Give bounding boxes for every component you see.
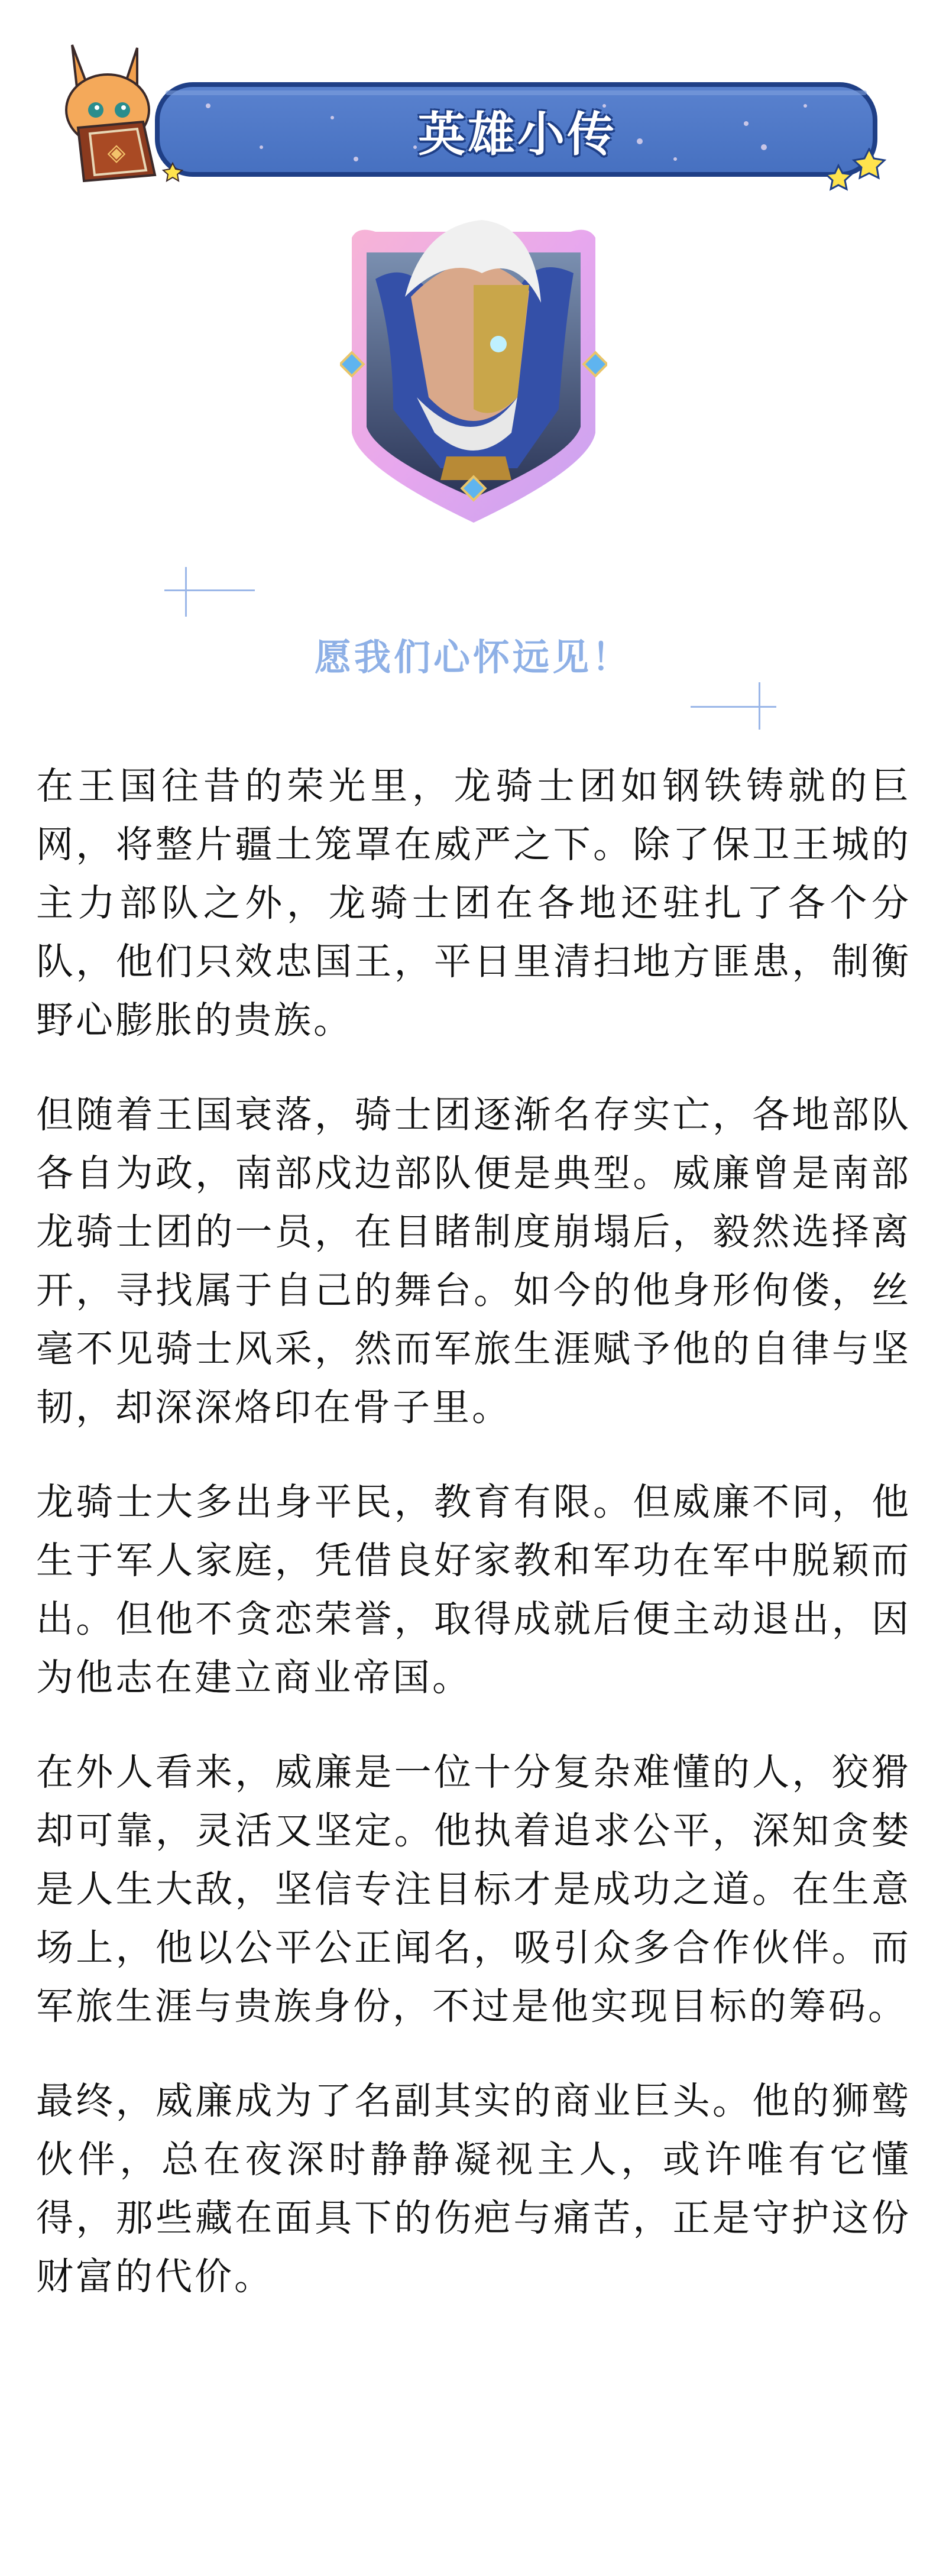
hero-portrait <box>340 220 607 524</box>
hero-story <box>36 757 911 2342</box>
page-title: 英雄小传 <box>418 106 617 162</box>
tagline: 愿我们心怀远见！ <box>314 636 631 679</box>
story-paragraph: 最终，威廉成为了名副其实的商业巨头。他的狮鹫伙伴，总在夜深时静静凝视主人，或许唯有它懂得，那些藏在面具下的伤疤与痛苦，正是守护这份财富的代价。 <box>36 2079 911 2298</box>
decor-line-right-v <box>759 682 760 730</box>
stars-icon <box>822 148 887 195</box>
story-paragraph: 但随着王国衰落，骑士团逐渐名存实亡，各地部队各自为政，南部戍边部队便是典型。威廉曾是南部龙骑士团的一员，在目睹制度崩塌后，毅然选择离开，寻找属于自己的舞台。如今的他身形佝偻，丝毫不见骑士风采，然而军旅生涯赋予他的自律与坚韧，却深深烙印在骨子里。 <box>36 1093 911 1429</box>
decor-line-right-h <box>691 706 776 708</box>
story-paragraph: 龙骑士大多出身平民，教育有限。但威廉不同，他生于军人家庭，凭借良好家教和军功在军中脱颖而出。但他不贪恋荣誉，取得成就后便主动退出，因为他志在建立商业帝国。 <box>36 1480 911 1699</box>
svg-text:◈: ◈ <box>107 139 126 166</box>
decor-line-left-h <box>164 589 255 591</box>
story-paragraph: 在外人看来，威廉是一位十分复杂难懂的人，狡猾却可靠，灵活又坚定。他执着追求公平，深知贪婪是人生大敌，坚信专注目标才是成功之道。在生意场上，他以公平公正闻名，吸引众多合作伙伴。而军旅生涯与贵族身份，不过是他实现目标的筹码。 <box>36 1751 911 2028</box>
story-paragraph: 在王国往昔的荣光里，龙骑士团如钢铁铸就的巨网，将整片疆土笼罩在威严之下。除了保卫王城的主力部队之外，龙骑士团在各地还驻扎了各个分队，他们只效忠国王，平日里清扫地方匪患，制衡野心膨胀的贵族。 <box>36 764 911 1042</box>
mascot-reading-book-icon <box>54 39 184 187</box>
decor-line-left-v <box>185 567 187 617</box>
